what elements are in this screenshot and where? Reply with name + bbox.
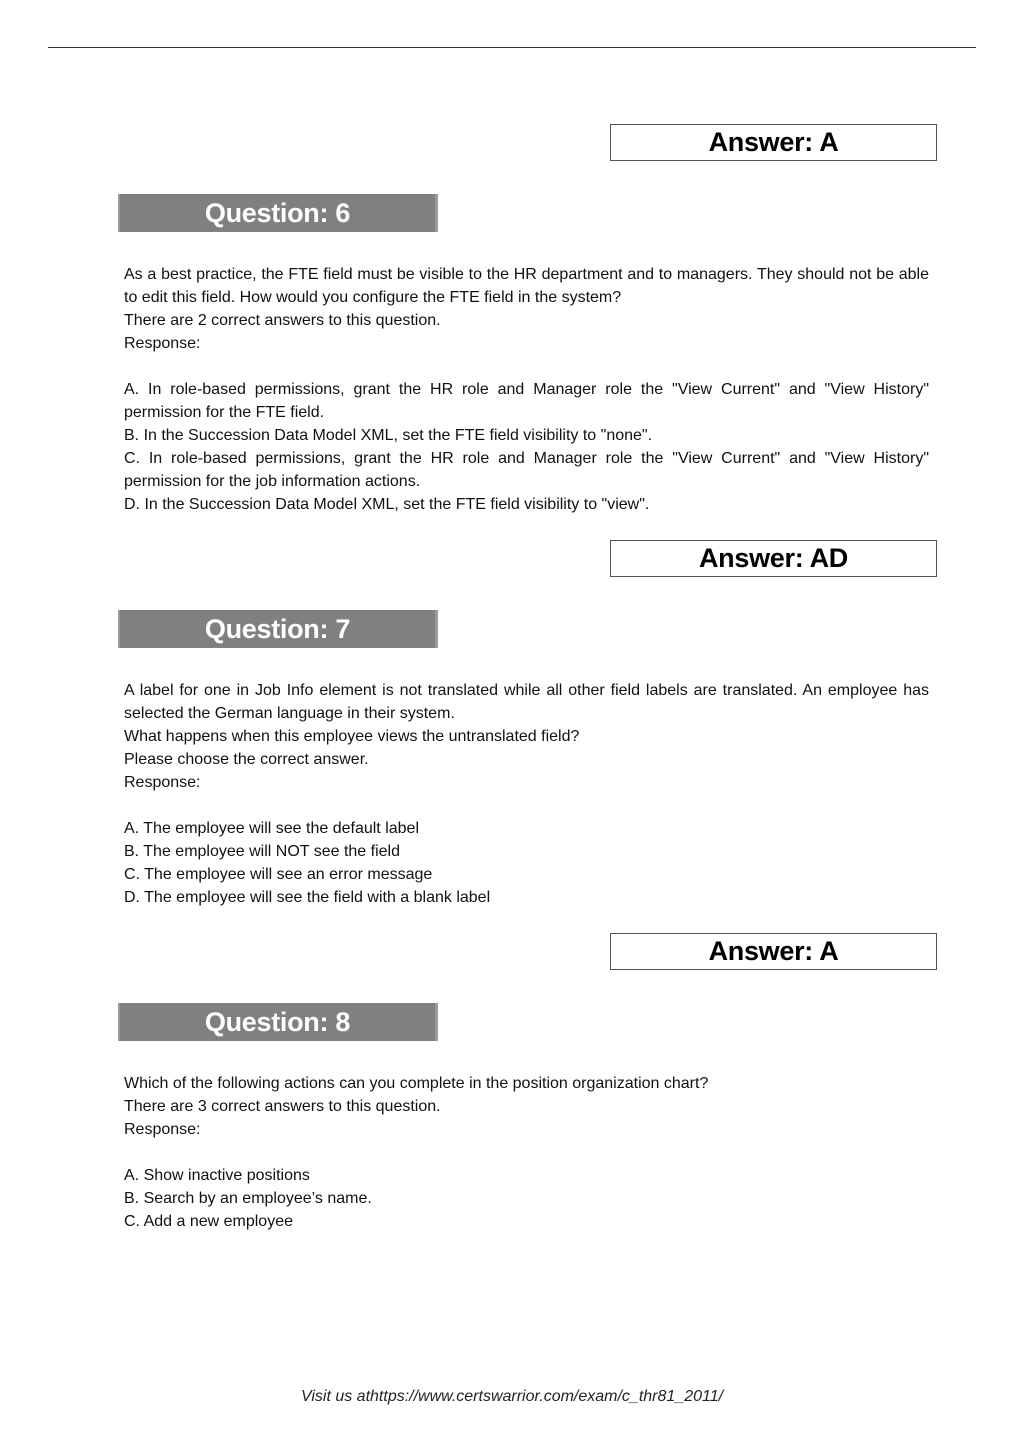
- question-header-7: Question: 7: [118, 610, 438, 648]
- question-instruction: There are 3 correct answers to this question.: [124, 1098, 441, 1115]
- question-header-6: Question: 6: [118, 194, 438, 232]
- answer-box-q5: Answer: A: [610, 124, 937, 161]
- response-label: Response:: [124, 774, 201, 791]
- top-divider: [48, 47, 976, 48]
- answer-option-c: C. Add a new employee: [124, 1213, 293, 1230]
- question-body-8: [124, 1072, 929, 1233]
- answer-box-q7: Answer: A: [610, 933, 937, 970]
- answer-option-d: D. In the Succession Data Model XML, set the FTE field visibility to "view".: [124, 496, 650, 513]
- question-prompt: As a best practice, the FTE field must be visible to the HR department and to managers. They should not be able to edit this field. How would you configure the FTE field in the system?: [124, 266, 929, 306]
- question-prompt-followup: What happens when this employee views the untranslated field?: [124, 728, 580, 745]
- answer-option-d: D. The employee will see the field with a blank label: [124, 889, 491, 906]
- question-body-6: [124, 263, 929, 516]
- question-instruction: Please choose the correct answer.: [124, 751, 369, 768]
- response-label: Response:: [124, 335, 201, 352]
- answer-option-b: B. The employee will NOT see the field: [124, 843, 400, 860]
- answer-option-c: C. In role-based permissions, grant the HR role and Manager role the "View Current" and "View History" permission for the job information actions.: [124, 450, 929, 490]
- question-prompt: Which of the following actions can you complete in the position organization chart?: [124, 1075, 709, 1092]
- answer-option-a: A. In role-based permissions, grant the HR role and Manager role the "View Current" and "View History" permission for the FTE field.: [124, 381, 929, 421]
- question-instruction: There are 2 correct answers to this question.: [124, 312, 441, 329]
- answer-option-b: B. Search by an employee’s name.: [124, 1190, 372, 1207]
- question-prompt: A label for one in Job Info element is not translated while all other field labels are translated. An employee has selected the German language in their system.: [124, 682, 929, 722]
- answer-option-a: A. Show inactive positions: [124, 1167, 310, 1184]
- question-header-8: Question: 8: [118, 1003, 438, 1041]
- answer-option-c: C. The employee will see an error message: [124, 866, 433, 883]
- question-body-7: [124, 679, 929, 909]
- answer-box-q6: Answer: AD: [610, 540, 937, 577]
- page-footer: [0, 1388, 1024, 1406]
- answer-option-b: B. In the Succession Data Model XML, set the FTE field visibility to "none".: [124, 427, 653, 444]
- footer-link-text[interactable]: Visit us athttps://www.certswarrior.com/exam/c_thr81_2011/: [300, 1388, 724, 1405]
- answer-option-a: A. The employee will see the default label: [124, 820, 419, 837]
- response-label: Response:: [124, 1121, 201, 1138]
